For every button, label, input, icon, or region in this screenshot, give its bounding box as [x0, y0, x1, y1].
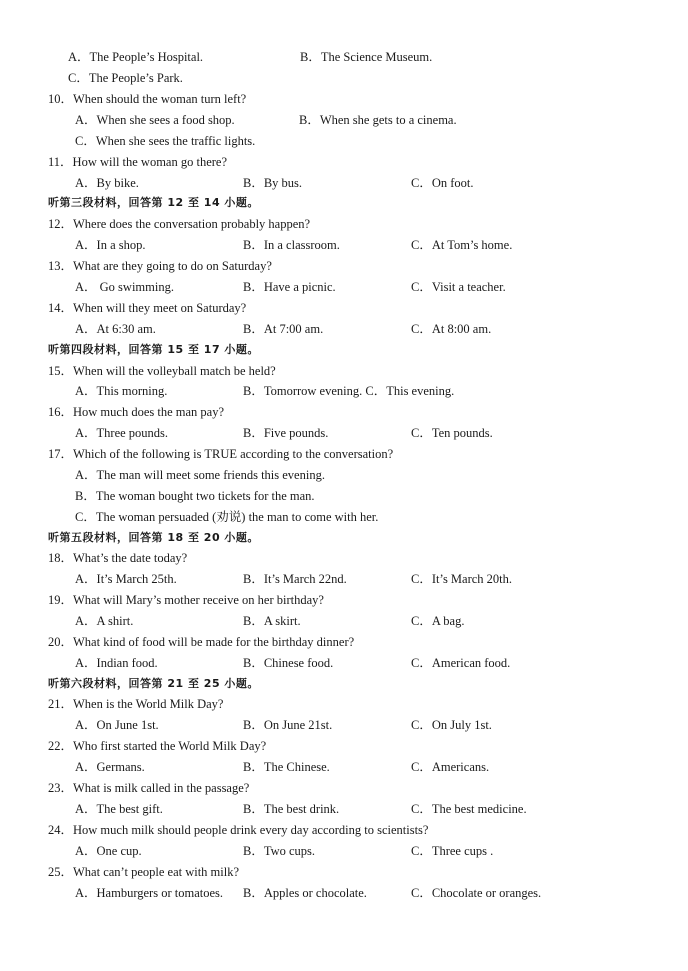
- section-heading: 听第三段材料，回答第 12 至 14 小题。: [48, 196, 259, 209]
- answer-option: A．Indian food.: [75, 656, 158, 670]
- question: 23．What is milk called in the passage?: [48, 781, 250, 795]
- option-row: [0, 278, 688, 296]
- option-row: [0, 842, 688, 860]
- answer-option: A．On June 1st.: [75, 718, 159, 732]
- option-row: [0, 320, 688, 338]
- answer-option: B．Two cups.: [243, 844, 316, 858]
- answer-option: B．It’s March 22nd.: [243, 572, 347, 586]
- question: 15．When will the volleyball match be held?: [48, 364, 276, 378]
- question: 16．How much does the man pay?: [48, 405, 225, 419]
- answer-option: B．The woman bought two tickets for the man.: [75, 489, 315, 503]
- answer-option: B．When she gets to a cinema.: [299, 113, 457, 127]
- section-heading: 听第五段材料，回答第 18 至 20 小题。: [48, 531, 259, 544]
- question: 12．Where does the conversation probably happen?: [48, 217, 311, 231]
- option-row: [0, 612, 688, 630]
- answer-option: B．The Science Museum.: [300, 50, 433, 64]
- option-row: [0, 111, 688, 129]
- option-row: [0, 758, 688, 776]
- answer-option: C．When she sees the traffic lights.: [75, 134, 256, 148]
- answer-option: A．The man will meet some friends this evening.: [75, 468, 325, 482]
- answer-option: C．Visit a teacher.: [411, 280, 506, 294]
- answer-option: A． Go swimming.: [75, 280, 174, 294]
- answer-option: B．On June 21st.: [243, 718, 333, 732]
- question: 19．What will Mary’s mother receive on her birthday?: [48, 593, 324, 607]
- answer-option: C．American food.: [411, 656, 511, 670]
- question: 22．Who first started the World Milk Day?: [48, 739, 267, 753]
- answer-option: B．Chinese food.: [243, 656, 334, 670]
- question: 13．What are they going to do on Saturday?: [48, 259, 272, 273]
- answer-option: C．The best medicine.: [411, 802, 527, 816]
- answer-option: A．A shirt.: [75, 614, 134, 628]
- question: 18．What’s the date today?: [48, 551, 188, 565]
- answer-option: C．Ten pounds.: [411, 426, 493, 440]
- option-row: [0, 800, 688, 818]
- question: 25．What can’t people eat with milk?: [48, 865, 240, 879]
- option-row: [0, 884, 688, 902]
- answer-option: C．On July 1st.: [411, 718, 492, 732]
- question: 24．How much milk should people drink every day according to scientists?: [48, 823, 429, 837]
- answer-option: B．The Chinese.: [243, 760, 330, 774]
- option-row: [0, 48, 688, 66]
- section-heading: 听第四段材料，回答第 15 至 17 小题。: [48, 343, 259, 356]
- answer-option: B．Apples or chocolate.: [243, 886, 367, 900]
- question: 10．When should the woman turn left?: [48, 92, 247, 106]
- option-row: [0, 487, 688, 505]
- question: 20．What kind of food will be made for the birthday dinner?: [48, 635, 355, 649]
- answer-option: C．Americans.: [411, 760, 490, 774]
- answer-option: A．When she sees a food shop.: [75, 113, 235, 127]
- answer-option: C．Chocolate or oranges.: [411, 886, 542, 900]
- question: 17．Which of the following is TRUE according to the conversation?: [48, 447, 394, 461]
- answer-option: B．In a classroom.: [243, 238, 340, 252]
- answer-option: C．At 8:00 am.: [411, 322, 492, 336]
- option-row: [0, 174, 688, 192]
- answer-option: C．It’s March 20th.: [411, 572, 513, 586]
- answer-option: A．The best gift.: [75, 802, 163, 816]
- answer-option: C．The People’s Park.: [68, 71, 183, 85]
- option-row: [0, 424, 688, 442]
- answer-option: B．A skirt.: [243, 614, 301, 628]
- option-row: [0, 716, 688, 734]
- option-row: [0, 570, 688, 588]
- answer-option: B．Have a picnic.: [243, 280, 336, 294]
- answer-option: B．At 7:00 am.: [243, 322, 324, 336]
- option-row: [0, 654, 688, 672]
- option-row: [0, 236, 688, 254]
- answer-option: A．This morning.: [75, 384, 168, 398]
- answer-option: C．The woman persuaded (劝说) the man to come with her.: [75, 510, 379, 524]
- answer-option: A．Germans.: [75, 760, 145, 774]
- answer-option: A．By bike.: [75, 176, 139, 190]
- question: 11．How will the woman go there?: [48, 155, 228, 169]
- answer-option: A．One cup.: [75, 844, 142, 858]
- answer-option: B．The best drink.: [243, 802, 340, 816]
- answer-option: B．By bus.: [243, 176, 303, 190]
- answer-option: A．Hamburgers or tomatoes.: [75, 886, 224, 900]
- option-row: [0, 69, 688, 87]
- answer-option: A．At 6:30 am.: [75, 322, 156, 336]
- option-row: [0, 382, 688, 400]
- answer-option: A．The People’s Hospital.: [68, 50, 204, 64]
- option-row: [0, 508, 688, 526]
- answer-option: A．In a shop.: [75, 238, 146, 252]
- answer-option: C．Three cups .: [411, 844, 494, 858]
- answer-option: A．It’s March 25th.: [75, 572, 177, 586]
- answer-option: B．Five pounds.: [243, 426, 329, 440]
- question: 14．When will they meet on Saturday?: [48, 301, 247, 315]
- answer-option: B．Tomorrow evening. C．This evening.: [243, 384, 455, 398]
- question: 21．When is the World Milk Day?: [48, 697, 224, 711]
- section-heading: 听第六段材料，回答第 21 至 25 小题。: [48, 677, 259, 690]
- answer-option: A．Three pounds.: [75, 426, 169, 440]
- answer-option: C．At Tom’s home.: [411, 238, 513, 252]
- option-row: [0, 132, 688, 150]
- option-row: [0, 466, 688, 484]
- answer-option: C．On foot.: [411, 176, 474, 190]
- answer-option: C．A bag.: [411, 614, 465, 628]
